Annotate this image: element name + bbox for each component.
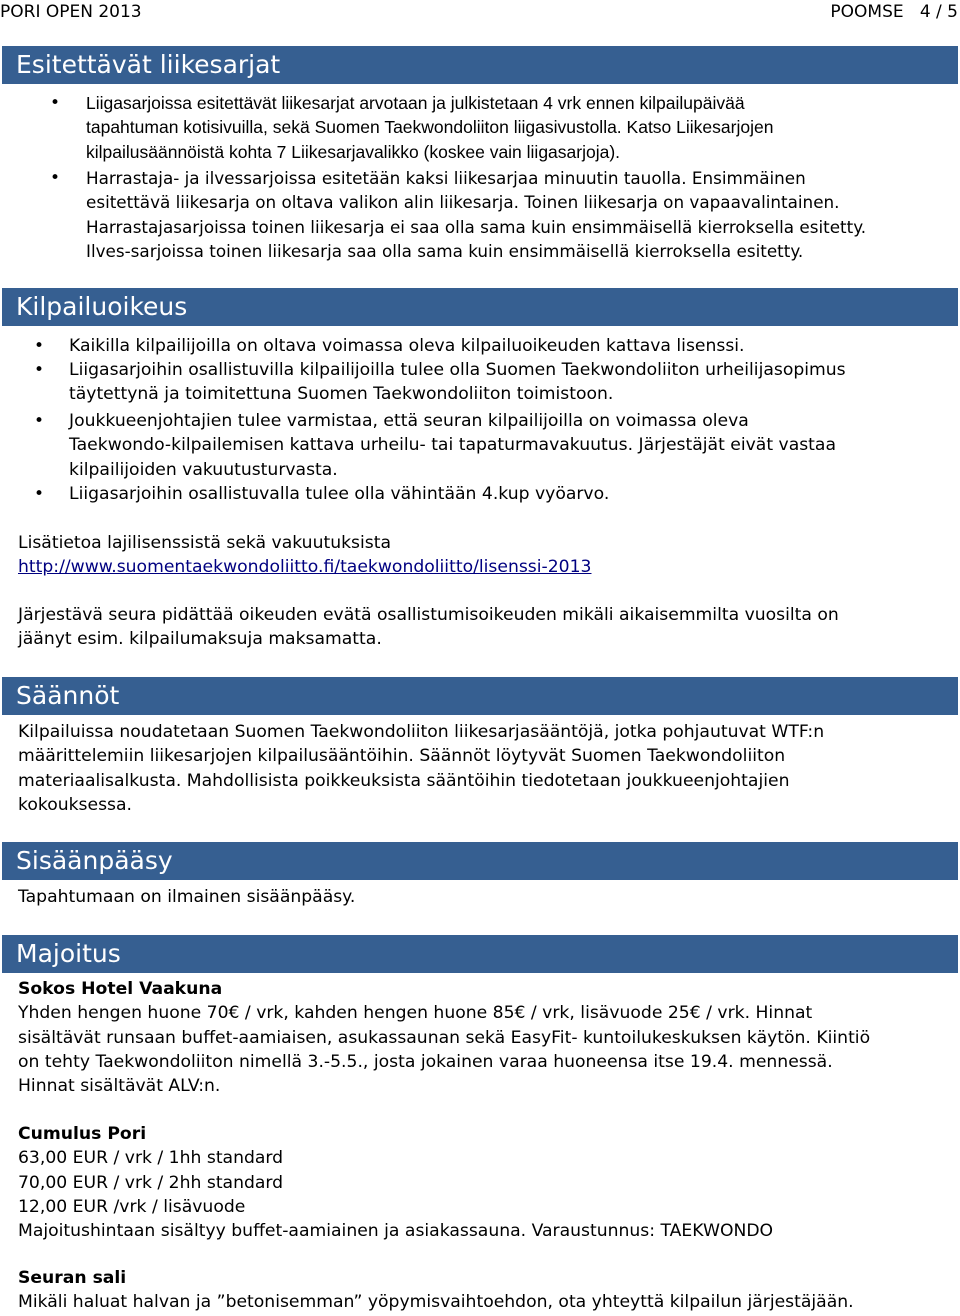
kilpailuoikeus-bullet-1: Kaikilla kilpailijoilla on oltava voimassa oleva kilpailuoikeuden kattava lisenssi. [69,336,745,356]
bullet-icon: • [50,168,61,188]
hotel-cumulus: Cumulus Pori 63,00 EUR / vrk / 1hh standard 70,00 EUR / vrk / 2hh standard 12,00 EUR /vrk / lisävuode Majoitushintaan sisältyy buffet-aamiainen ja asiakassauna. Varaustunnus: TAEKWONDO [18,1124,774,1242]
hotel-sokos-name: Sokos Hotel Vaakuna [18,979,223,999]
section-title-sisaanpaasy: Sisäänpääsy [2,842,958,880]
saannot-text: Kilpailuissa noudatetaan Suomen Taekwondoliiton liikesarjasääntöjä, jotka pohjautuvat WTF:n määrittelemiin liikesarjojen kilpailusääntöihin. Säännöt löytyvät Suomen Taekwondoliiton materiaalisalkusta. Mahdollisista poikkeuksista sääntöihin tiedotetaan joukkueenjohtajien kokouksessa. [18,722,825,815]
bullet-icon: • [50,93,61,113]
section-title-majoitus: Majoitus [2,935,958,973]
sisaanpaasy-text: Tapahtumaan on ilmainen sisäänpääsy. [18,887,356,907]
kilpailuoikeus-bullet-4: Liigasarjoihin osallistuvalla tulee olla vähintään 4.kup vyöarvo. [69,484,610,504]
section-title-kilpailuoikeus: Kilpailuoikeus [2,288,958,326]
bullet-icon: • [34,360,45,380]
hotel-sokos: Sokos Hotel Vaakuna Yhden hengen huone 70€ / vrk, kahden hengen huone 85€ / vrk, lisävuode 25€ / vrk. Hinnat sisältävät runsaan buffet-aamiaisen, asukassaunan sekä EasyFit- kuntoilukeskuksen käytön. Kiintiö on tehty Taekwondoliiton nimellä 3.-5.5., josta jokainen varaa huoneensa itse 19.4. mennessä. Hinnat sisältävät ALV:n. [18,979,871,1097]
header-page-info: POOMSE 4 / 5 [830,2,958,22]
bullet-icon: • [34,411,45,431]
header-event-name: PORI OPEN 2013 [0,2,142,22]
page-header [0,0,960,24]
kilpailuoikeus-bullet-2: Liigasarjoihin osallistuvilla kilpailijoilla tulee olla Suomen Taekwondoliiton urheilijasopimus täytettynä ja toimitettuna Suomen Taekwondoliiton toimistoon. [69,360,846,405]
liikesarjat-bullet-2: Harrastaja- ja ilvessarjoissa esitetään kaksi liikesarjaa minuutin tauolla. Ensimmäinen esitettävä liikesarja on oltava valikon alin liikesarja. Toinen liikesarja on vapaavalintainen. Harrastajasarjoissa toinen liikesarja ei saa olla sama kuin ensimmäisellä kierroksella esitetty. Ilves-sarjoissa toinen liikesarja saa olla sama kuin ensimmäisellä kierroksella esitetty. [86,168,867,261]
section-title-saannot: Säännöt [2,677,958,715]
organizer-note: Järjestävä seura pidättää oikeuden evätä osallistumisoikeuden mikäli aikaisemmilta vuosilta on jäänyt esim. kilpailumaksuja maksamatta. [18,605,839,650]
license-link[interactable]: http://www.suomentaekwondoliitto.fi/taekwondoliitto/lisenssi-2013 [18,557,592,578]
liikesarjat-bullet-1: Liigasarjoissa esitettävät liikesarjat arvotaan ja julkistetaan 4 vrk ennen kilpailupäivää tapahtuman kotisivuilla, sekä Suomen Taekwondoliiton liigasivustolla. Katso Liikesarjojen kilpailusäännöistä kohta 7 Liikesarjavalikko (koskee vain liigasarjoja). [86,93,774,162]
kilpailuoikeus-bullet-3: Joukkueenjohtajien tulee varmistaa, että seuran kilpailijoilla on voimassa oleva Taekwondo-kilpailemisen kattava urheilu- tai tapaturmavakuutus. Järjestäjät eivät vastaa kilpailijoiden vakuutusturvasta. [69,411,836,480]
license-info-label: Lisätietoa lajilisenssistä sekä vakuutuksista [18,533,392,553]
seuran-sali-name: Seuran sali [18,1268,127,1288]
hotel-seuran-sali: Seuran sali Mikäli haluat halvan ja ”betonisemman” yöpymisvaihtoehdon, ota yhteyttä kilpailun järjestäjään. [18,1268,854,1313]
hotel-cumulus-name: Cumulus Pori [18,1124,147,1144]
license-info [18,531,591,580]
section-title-liikesarjat: Esitettävät liikesarjat [2,46,958,84]
bullet-icon: • [34,336,45,356]
bullet-icon: • [34,484,45,504]
